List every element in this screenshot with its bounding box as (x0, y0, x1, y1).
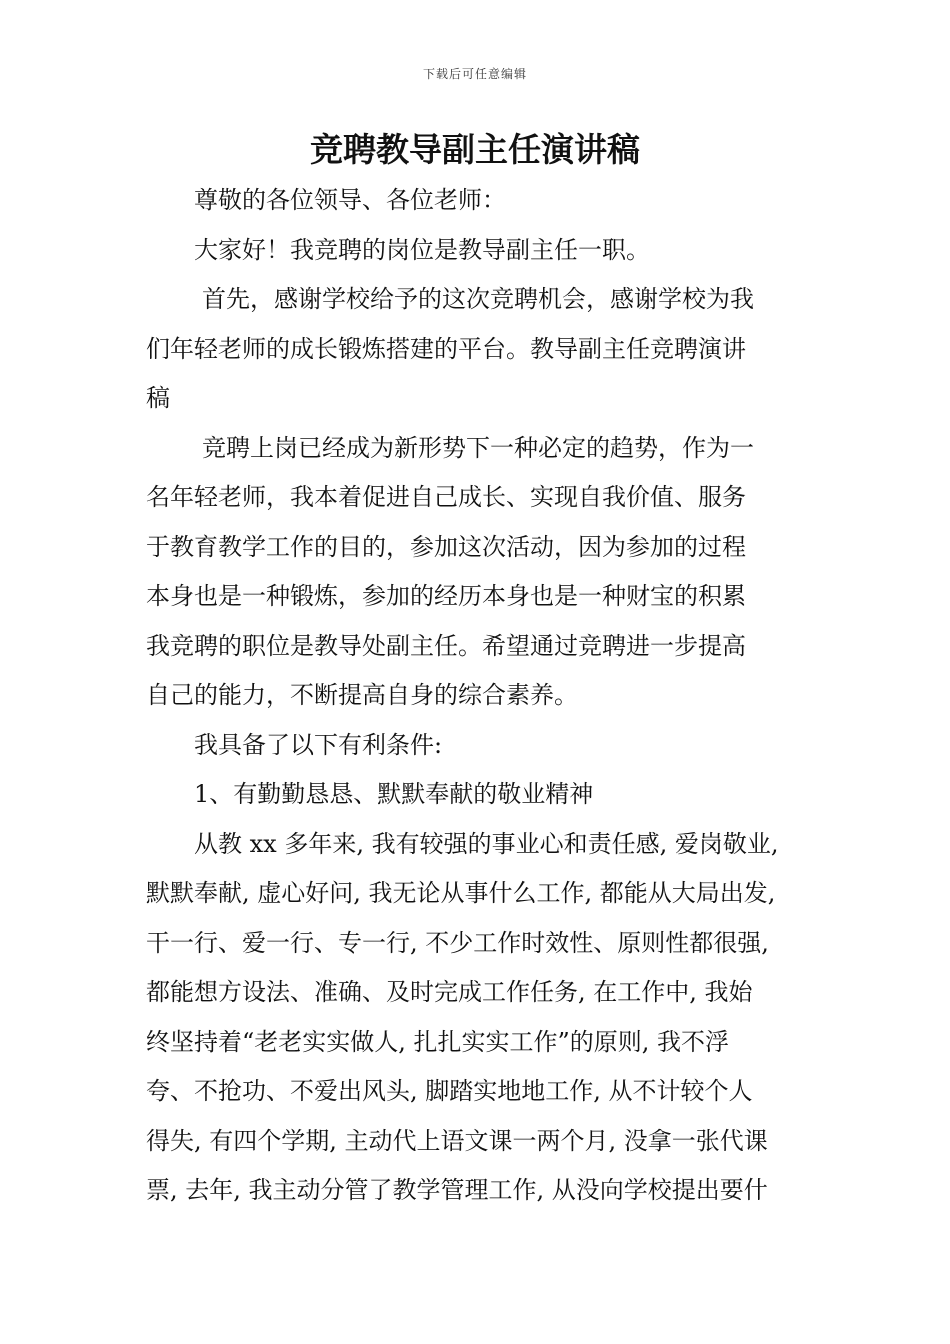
body-line: 干一行、爱一行、专一行, 不少工作时效性、原则性都很强, (146, 928, 769, 957)
body-line: 票, 去年, 我主动分管了教学管理工作, 从没向学校提出要什 (146, 1176, 768, 1204)
body-line: 名年轻老师，我本着促进自己成长、实现自我价值、服务 (146, 483, 746, 511)
body-line: 夸、不抢功、不爱出风头, 脚踏实地地工作, 从不计较个人 (146, 1077, 753, 1105)
body-line: 自己的能力，不断提高自身的综合素养。 (146, 681, 578, 709)
body-line: 于教育教学工作的目的，参加这次活动，因为参加的过程 (146, 532, 746, 561)
header-note: 下载后可任意编辑 (422, 67, 527, 81)
body-line: 稿 (146, 384, 170, 412)
body-line: 尊敬的各位领导、各位老师： (194, 186, 506, 214)
body-line: 我竞聘的职位是教导处副主任。希望通过竞聘进一步提高 (146, 631, 746, 660)
body-line: 都能想方设法、准确、及时完成工作任务, 在工作中, 我始 (146, 978, 753, 1006)
body-line: 大家好！我竞聘的岗位是教导副主任一职。 (194, 235, 650, 264)
body-line: 终坚持着“老老实实做人, 扎扎实实工作”的原则, 我不浮 (146, 1027, 730, 1056)
body-line: 本身也是一种锻炼，参加的经历本身也是一种财宝的积累 (146, 582, 746, 610)
body-line: 首先，感谢学校给予的这次竞聘机会，感谢学校为我 (202, 285, 754, 313)
document-body (146, 176, 810, 1216)
body-line: 1、有勤勤恳恳、默默奉献的敬业精神 (194, 780, 594, 808)
body-line: 我具备了以下有利条件: (194, 730, 443, 759)
body-line: 竞聘上岗已经成为新形势下一种必定的趋势，作为一 (202, 433, 754, 462)
body-line: 们年轻老师的成长锻炼搭建的平台。教导副主任竞聘演讲 (146, 334, 746, 363)
body-line: 默默奉献, 虚心好问, 我无论从事什么工作, 都能从大局出发, (146, 879, 776, 907)
document-title: 竞聘教导副主任演讲稿 (310, 130, 640, 169)
body-line: 从教 xx 多年来, 我有较强的事业心和责任感, 爱岗敬业, (194, 829, 779, 858)
body-line: 得失, 有四个学期, 主动代上语文课一两个月, 没拿一张代课 (146, 1126, 768, 1155)
